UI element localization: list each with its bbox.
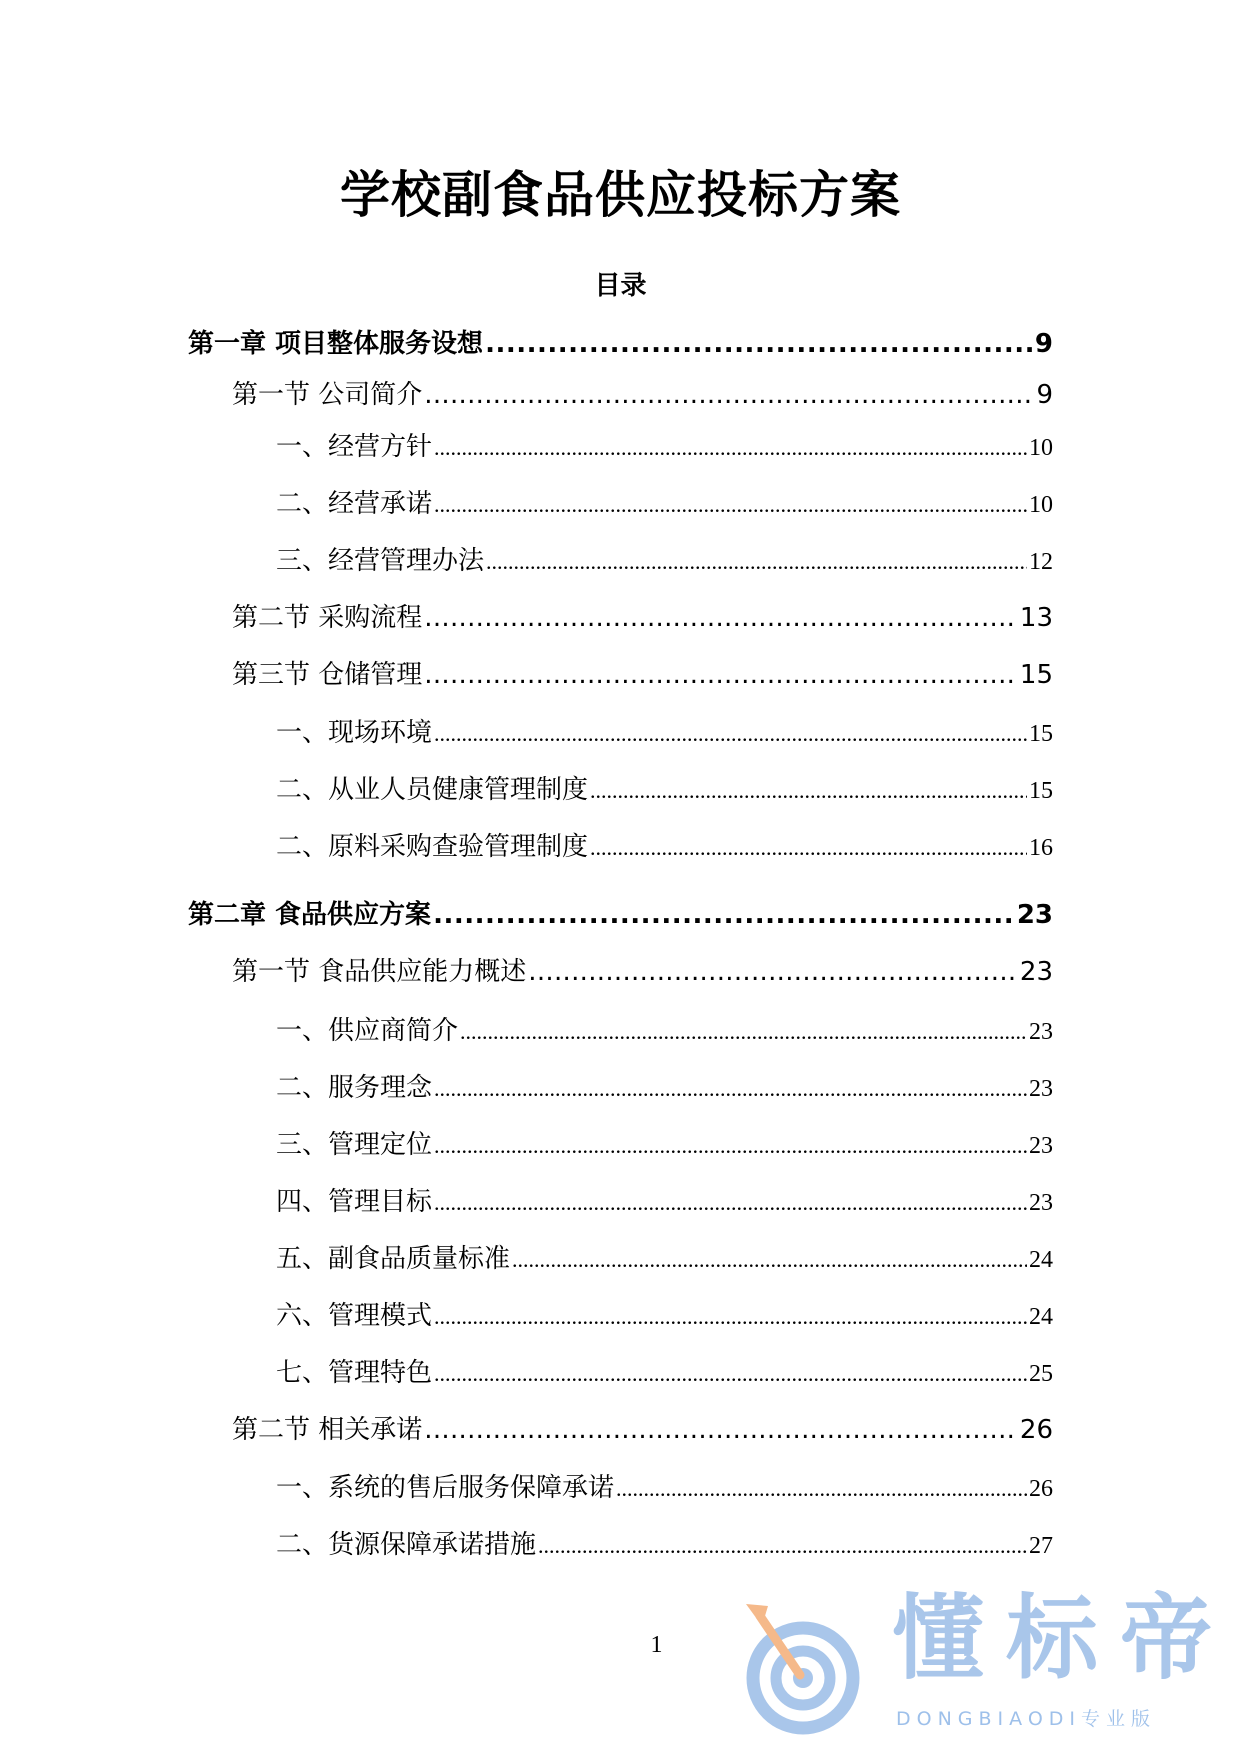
toc-entry-label: 四、管理目标 (276, 1187, 433, 1217)
toc-entry[interactable] (188, 322, 1053, 366)
toc-entry[interactable] (276, 1523, 1053, 1567)
toc-entry[interactable] (276, 1009, 1053, 1053)
toc-dot-leader (434, 1124, 1027, 1168)
toc-entry-label: 第一章 项目整体服务设想 (188, 329, 484, 359)
toc-entry-page: 23 (1016, 900, 1053, 930)
toc-entry-label: 二、货源保障承诺措施 (276, 1530, 537, 1560)
toc-entry-label: 六、管理模式 (276, 1301, 433, 1331)
toc-dot-leader (538, 1524, 1027, 1568)
toc-entry-label: 二、经营承诺 (276, 489, 433, 519)
toc-entry-label: 第二章 食品供应方案 (188, 900, 432, 930)
toc-entry[interactable] (276, 482, 1053, 526)
toc-dot-leader (434, 426, 1027, 470)
toc-dot-leader (434, 1067, 1027, 1111)
toc-dot-leader (434, 712, 1027, 756)
toc-entry-label: 第二节 相关承诺 (232, 1415, 423, 1445)
toc-entry-page: 23 (1029, 1076, 1053, 1102)
toc-entry-label: 第一节 公司简介 (232, 380, 423, 410)
toc-entry-label: 第三节 仓储管理 (232, 660, 423, 690)
toc-dot-leader (460, 1010, 1027, 1054)
toc-entry-page: 12 (1029, 549, 1053, 575)
toc-entry-page: 23 (1029, 1019, 1053, 1045)
toc-entry[interactable] (276, 1466, 1053, 1510)
toc-entry[interactable] (276, 1123, 1053, 1167)
toc-entry-label: 第一节 食品供应能力概述 (232, 957, 527, 987)
toc-entry[interactable] (232, 653, 1053, 697)
toc-entry-page: 13 (1019, 603, 1053, 633)
toc-entry-page: 23 (1029, 1190, 1053, 1216)
watermark-subtitle: DONGBIAODI专业版 (896, 1708, 1157, 1730)
toc-entry[interactable] (276, 1180, 1053, 1224)
toc-heading: 目录 (594, 271, 647, 301)
toc-dot-leader (486, 540, 1027, 584)
toc-entry-label: 第二节 采购流程 (232, 603, 423, 633)
toc-entry-label: 二、服务理念 (276, 1073, 433, 1103)
toc-entry-page: 24 (1029, 1247, 1053, 1273)
toc-entry-page: 10 (1029, 435, 1053, 461)
toc-entry[interactable] (232, 950, 1053, 994)
toc-entry-page: 24 (1029, 1304, 1053, 1330)
toc-dot-leader (424, 373, 1034, 417)
toc-dot-leader (590, 826, 1027, 870)
toc-dot-leader (485, 322, 1033, 366)
toc-dot-leader (512, 1238, 1027, 1282)
toc-entry[interactable] (276, 539, 1053, 583)
toc-entry-label: 二、从业人员健康管理制度 (276, 775, 589, 805)
toc-entry-label: 三、经营管理办法 (276, 546, 485, 576)
toc-entry-page: 15 (1029, 778, 1053, 804)
toc-entry[interactable] (276, 1066, 1053, 1110)
toc-entry-label: 三、管理定位 (276, 1130, 433, 1160)
toc-entry[interactable] (232, 373, 1053, 417)
toc-entry-page: 23 (1029, 1133, 1053, 1159)
toc-dot-leader (434, 1181, 1027, 1225)
toc-entry[interactable] (276, 768, 1053, 812)
toc-entry-label: 一、经营方针 (276, 432, 433, 462)
toc-entry-page: 16 (1029, 835, 1053, 861)
toc-dot-leader (590, 769, 1027, 813)
toc-entry-page: 23 (1019, 957, 1053, 987)
toc-entry-label: 一、供应商简介 (276, 1016, 459, 1046)
toc-entry-page: 9 (1036, 380, 1053, 410)
toc-entry-page: 27 (1029, 1533, 1053, 1559)
toc-entry-label: 一、现场环境 (276, 718, 433, 748)
page-number: 1 (650, 1632, 663, 1658)
toc-entry[interactable] (232, 596, 1053, 640)
toc-dot-leader (424, 1408, 1018, 1452)
document-title: 学校副食品供应投标方案 (340, 166, 901, 224)
toc-entry-label: 五、副食品质量标准 (276, 1244, 511, 1274)
toc-entry-page: 25 (1029, 1361, 1053, 1387)
toc-entry[interactable] (276, 1237, 1053, 1281)
toc-entry-label: 七、管理特色 (276, 1358, 433, 1388)
toc-entry[interactable] (276, 711, 1053, 755)
toc-entry-page: 26 (1029, 1476, 1053, 1502)
toc-entry-page: 15 (1029, 721, 1053, 747)
watermark-brand: 懂标帝 (892, 1585, 1235, 1692)
target-arrow-icon (738, 1586, 868, 1736)
toc-dot-leader (434, 1295, 1027, 1339)
toc-dot-leader (616, 1467, 1027, 1511)
toc-entry[interactable] (276, 425, 1053, 469)
watermark (738, 1578, 1235, 1748)
toc-entry-label: 二、原料采购查验管理制度 (276, 832, 589, 862)
toc-dot-leader (528, 950, 1018, 994)
toc-entry-page: 15 (1019, 660, 1053, 690)
toc-dot-leader (424, 596, 1018, 640)
toc-entry[interactable] (276, 1294, 1053, 1338)
toc-dot-leader (424, 653, 1018, 697)
toc-entry-page: 26 (1019, 1415, 1053, 1445)
toc-entry[interactable] (188, 893, 1053, 937)
toc-entry-page: 10 (1029, 492, 1053, 518)
toc-dot-leader (434, 1352, 1027, 1396)
toc-entry-page: 9 (1034, 329, 1053, 359)
toc-dot-leader (434, 483, 1027, 527)
toc-entry-label: 一、系统的售后服务保障承诺 (276, 1473, 615, 1503)
toc-dot-leader (433, 893, 1015, 937)
toc-entry[interactable] (276, 1351, 1053, 1395)
toc-entry[interactable] (232, 1408, 1053, 1452)
toc-entry[interactable] (276, 825, 1053, 869)
